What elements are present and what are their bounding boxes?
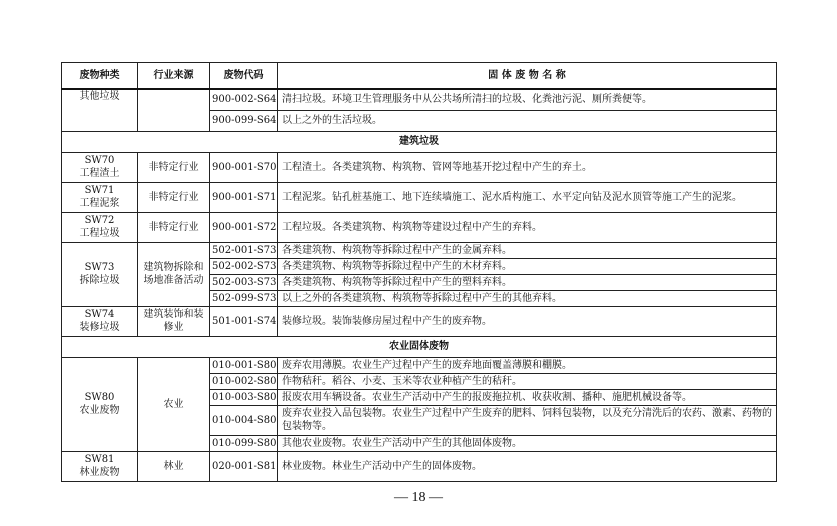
description-cell: 工程渣土。各类建筑物、构筑物、管网等地基开挖过程中产生的弃土。 xyxy=(278,152,777,182)
category-code: SW71 xyxy=(84,185,115,196)
description-cell: 废弃农用薄膜。农业生产过程中产生的废弃地面覆盖薄膜和棚膜。 xyxy=(278,357,777,373)
industry-cell: 非特定行业 xyxy=(138,152,210,182)
solid-waste-table xyxy=(61,62,777,482)
category-code: SW80 xyxy=(84,392,115,403)
table-row xyxy=(62,357,777,373)
table-header-row xyxy=(62,63,777,90)
table-row xyxy=(62,89,777,110)
table-row xyxy=(62,451,777,481)
industry-cell: 农业 xyxy=(138,357,210,451)
code-cell: 010-004-S80 xyxy=(210,405,278,435)
table-row xyxy=(62,182,777,212)
category-cell xyxy=(62,357,138,451)
category-cell: 其他垃圾 xyxy=(62,89,138,131)
description-cell: 其他农业废物。农业生产活动中产生的其他固体废物。 xyxy=(278,435,777,451)
code-cell: 502-099-S73 xyxy=(210,290,278,306)
category-cell xyxy=(62,182,138,212)
description-cell: 装修垃圾。装饰装修房屋过程中产生的废弃物。 xyxy=(278,306,777,336)
code-cell: 501-001-S74 xyxy=(210,306,278,336)
code-cell: 020-001-S81 xyxy=(210,451,278,481)
code-cell: 502-003-S73 xyxy=(210,274,278,290)
category-name: 工程渣土 xyxy=(79,168,120,179)
code-cell: 010-001-S80 xyxy=(210,357,278,373)
category-cell xyxy=(62,242,138,306)
category-code: SW81 xyxy=(84,454,115,465)
category-code: SW72 xyxy=(84,215,115,226)
description-cell: 林业废物。林业生产活动中产生的固体废物。 xyxy=(278,451,777,481)
industry-cell xyxy=(138,89,210,131)
description-cell: 各类建筑物、构筑物等拆除过程中产生的塑料弃料。 xyxy=(278,274,777,290)
header-code: 废物代码 xyxy=(210,63,278,90)
category-name: 工程垃圾 xyxy=(79,228,120,239)
category-cell xyxy=(62,306,138,336)
description-cell: 各类建筑物、构筑物等拆除过程中产生的金属弃料。 xyxy=(278,242,777,258)
code-cell: 010-002-S80 xyxy=(210,373,278,389)
category-cell xyxy=(62,451,138,481)
header-industry: 行业来源 xyxy=(138,63,210,90)
category-name: 农业废物 xyxy=(79,405,120,416)
industry-cell: 非特定行业 xyxy=(138,182,210,212)
description-cell: 作物秸秆。稻谷、小麦、玉米等农业种植产生的秸秆。 xyxy=(278,373,777,389)
category-name: 装修垃圾 xyxy=(79,322,120,333)
industry-cell: 建筑物拆除和场地准备活动 xyxy=(138,242,210,306)
table-row xyxy=(62,242,777,258)
industry-cell: 建筑装饰和装修业 xyxy=(138,306,210,336)
header-name: 固 体 废 物 名 称 xyxy=(278,63,777,90)
code-cell: 502-002-S73 xyxy=(210,258,278,274)
code-cell: 900-099-S64 xyxy=(210,110,278,131)
description-cell: 报废农用车辆设备。农业生产活动中产生的报废拖拉机、收获收割、播种、施肥机械设备等。 xyxy=(278,389,777,405)
industry-cell: 非特定行业 xyxy=(138,212,210,242)
description-cell: 清扫垃圾。环境卫生管理服务中从公共场所清扫的垃圾、化粪池污泥、厕所粪便等。 xyxy=(278,89,777,110)
code-cell: 010-099-S80 xyxy=(210,435,278,451)
section-title-construction: 建筑垃圾 xyxy=(62,131,777,152)
code-cell: 900-001-S72 xyxy=(210,212,278,242)
description-cell: 以上之外的各类建筑物、构筑物等拆除过程中产生的其他弃料。 xyxy=(278,290,777,306)
category-cell xyxy=(62,152,138,182)
section-row xyxy=(62,131,777,152)
category-name: 林业废物 xyxy=(79,467,120,478)
code-cell: 502-001-S73 xyxy=(210,242,278,258)
category-name: 拆除垃圾 xyxy=(79,275,120,286)
description-cell: 废弃农业投入品包装物。农业生产过程中产生废弃的肥料、饲料包装物，以及充分清洗后的农药、激素、药物的包装物等。 xyxy=(278,405,777,435)
category-name: 工程泥浆 xyxy=(79,198,120,209)
table-row xyxy=(62,152,777,182)
category-code: SW74 xyxy=(84,309,115,320)
industry-cell: 林业 xyxy=(138,451,210,481)
header-category: 废物种类 xyxy=(62,63,138,90)
page-number: — 18 — xyxy=(394,490,443,505)
section-title-agriculture: 农业固体废物 xyxy=(62,336,777,357)
category-code: SW73 xyxy=(84,262,115,273)
code-cell: 010-003-S80 xyxy=(210,389,278,405)
table-row xyxy=(62,306,777,336)
table-row xyxy=(62,212,777,242)
description-cell: 工程泥浆。钻孔桩基施工、地下连续墙施工、泥水盾构施工、水平定向钻及泥水顶管等施工产生的泥浆。 xyxy=(278,182,777,212)
description-cell: 工程垃圾。各类建筑物、构筑物等建设过程中产生的弃料。 xyxy=(278,212,777,242)
category-code: SW70 xyxy=(84,155,115,166)
description-cell: 各类建筑物、构筑物等拆除过程中产生的木材弃料。 xyxy=(278,258,777,274)
code-cell: 900-001-S71 xyxy=(210,182,278,212)
section-row xyxy=(62,336,777,357)
code-cell: 900-002-S64 xyxy=(210,89,278,110)
category-cell xyxy=(62,212,138,242)
description-cell: 以上之外的生活垃圾。 xyxy=(278,110,777,131)
code-cell: 900-001-S70 xyxy=(210,152,278,182)
